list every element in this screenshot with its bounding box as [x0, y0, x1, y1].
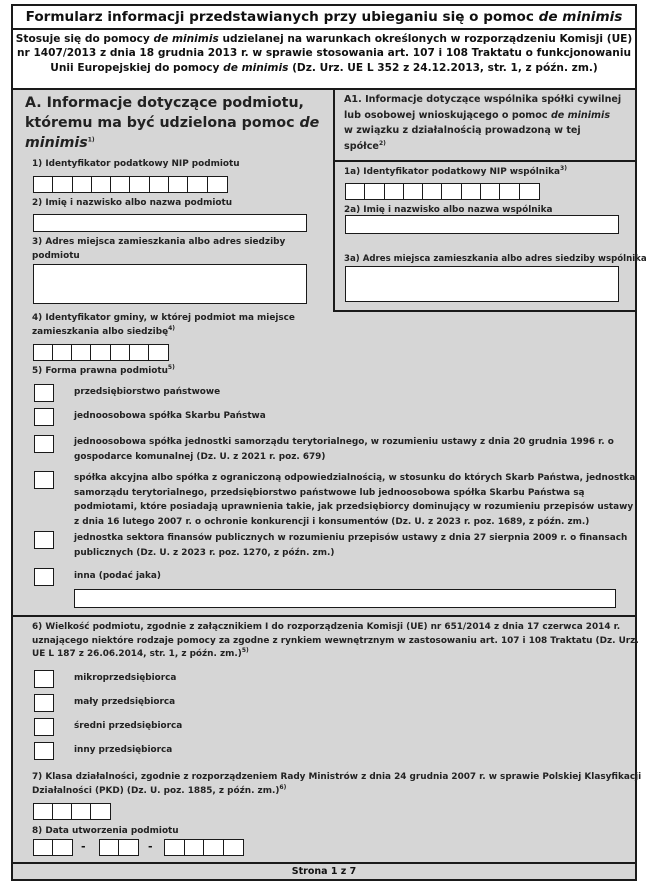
legal-form-option-4: spółka akcyjna albo spółka z ograniczoną odpowiedzialnością, w stosunku do których Skarb Państwa, jednostka samorządu terytorialnego, przedsiębiorstwo państwowe lub jednoosobowa spółka Skarbu Państwa są podmiotami, które posiadają uprawnienia takie, jak przedsiębiorcy dominujący w rozumieniu przepisów ustawy z dnia 16 lutego 2007 r. o ochronie konkurencji i konsumentów (Dz. U. z 2023 r. poz. 1689, z późn. zm.) [74, 473, 636, 527]
partner-nip-label: 1a) Identyfikator podatkowy NIP wspólnika$^{3)}$ [344, 165, 567, 177]
name-label: 2) Imię i nazwisko albo nazwa podmiotu [32, 198, 233, 208]
municipality-input[interactable] [33, 344, 169, 361]
de-minimis-form [11, 4, 647, 881]
pkd-label: 7) Klasa działalności, zgodnie z rozporządzeniem Rady Ministrów z dnia 24 grudnia 2007 r. w sprawie Polskiej Klasyfikacji Działalności (PKD) (Dz. U. poz. 1885, z późn. zm.)$^{6)}$ [32, 772, 642, 796]
municipality-label: 4) Identyfikator gminy, w której podmiot ma miejsce zamieszkania albo siedzibę$^{4)}$ [32, 313, 295, 337]
size-option-micro: mikroprzedsiębiorca [74, 673, 177, 683]
section-a1-divider [335, 160, 635, 162]
name-input[interactable] [33, 214, 307, 232]
date-separator-2: - [148, 840, 153, 853]
partner-name-input[interactable] [345, 215, 619, 234]
size-checkbox-medium[interactable] [34, 718, 54, 736]
legal-form-option-6: inna (podać jaka) [74, 571, 161, 581]
date-month-input[interactable] [99, 839, 139, 856]
form-title: Formularz informacji przedstawianych przy ubieganiu się o pomoc de minimis [13, 6, 635, 30]
subtitle-line-2: nr 1407/2013 z dnia 18 grudnia 2013 r. w sprawie stosowania art. 107 i 108 Traktatu o funkcjonowaniu [16, 47, 632, 60]
legal-form-option-5: jednostka sektora finansów publicznych w rozumieniu przepisów ustawy z dnia 27 sierpnia 2009 r. o finansach publicznych (Dz. U. z 2023 r. poz. 1270, z późn. zm.) [74, 533, 628, 558]
legal-form-option-1: przedsiębiorstwo państwowe [74, 387, 221, 397]
company-size-label: 6) Wielkość podmiotu, zgodnie z załącznikiem I do rozporządzenia Komisji (UE) nr 651/2014 z dnia 17 czerwca 2014 r. uznającego niektóre rodzaje pomocy za zgodne z rynkiem wewnętrznym w zastosowaniu art. 107 i 108 Traktatu (Dz. Urz. UE L 187 z 26.06.2014, str. 1, z późn. zm.)$^{5)}$ [32, 622, 639, 659]
address-label: 3) Adres miejsca zamieszkania albo adres siedziby podmiotu [32, 237, 286, 261]
date-year-input[interactable] [164, 839, 244, 856]
legal-form-option-3: jednoosobowa spółka jednostki samorządu terytorialnego, w rozumieniu ustawy z dnia 20 grudnia 1996 r. o gospodarce komunalnej (Dz. U. z 2021 r. poz. 679) [74, 437, 614, 462]
subtitle-line-1: Stosuje się do pomocy de minimis udzielanej na warunkach określonych w rozporządzeniu Komisji (UE) [15, 33, 633, 45]
date-separator-1: - [81, 840, 86, 853]
date-day-input[interactable] [33, 839, 73, 856]
section-a1-heading: A1. Informacje dotyczące wspólnika spółki cywilnej lub osobowej wnioskującego o pomoc de minimis w związku z działalnością prowadzoną w tej spółce$^{2)}$ [344, 94, 622, 152]
size-option-other: inny przedsiębiorca [74, 745, 173, 755]
partner-name-label: 2a) Imię i nazwisko albo nazwa wspólnika [344, 205, 553, 215]
legal-form-checkbox-6[interactable] [34, 568, 54, 586]
subtitle-line-3: Unii Europejskiej do pomocy de minimis (Dz. Urz. UE L 352 z 24.12.2013, str. 1, z późn. zm.) [50, 61, 598, 74]
partner-address-input[interactable] [345, 266, 619, 302]
legal-form-checkbox-3[interactable] [34, 435, 54, 453]
size-checkbox-other[interactable] [34, 742, 54, 760]
legal-form-checkbox-1[interactable] [34, 384, 54, 402]
size-checkbox-micro[interactable] [34, 670, 54, 688]
pkd-input[interactable] [33, 803, 111, 820]
address-input[interactable] [33, 264, 307, 304]
legal-form-other-input[interactable] [74, 589, 616, 608]
creation-date-label: 8) Data utworzenia podmiotu [32, 826, 179, 836]
partner-address-label: 3a) Adres miejsca zamieszkania albo adres siedziby wspólnika [344, 254, 647, 264]
nip-label: 1) Identyfikator podatkowy NIP podmiotu [32, 159, 240, 169]
section-a-heading: A. Informacje dotyczące podmiotu, któremu ma być udzielona pomoc de minimis$^{1)}$ [25, 95, 320, 151]
legal-form-label: 5) Forma prawna podmiotu$^{5)}$ [32, 364, 175, 376]
section-a1 [333, 90, 647, 312]
legal-form-option-2: jednoosobowa spółka Skarbu Państwa [74, 411, 266, 421]
size-checkbox-small[interactable] [34, 694, 54, 712]
nip-input[interactable] [33, 176, 228, 193]
size-option-small: mały przedsiębiorca [74, 697, 176, 707]
size-option-medium: średni przedsiębiorca [74, 721, 183, 731]
legal-form-checkbox-4[interactable] [34, 471, 54, 489]
section-divider [13, 615, 635, 617]
legal-form-checkbox-5[interactable] [34, 531, 54, 549]
legal-form-checkbox-2[interactable] [34, 408, 54, 426]
partner-nip-input[interactable] [345, 183, 540, 200]
form-subtitle [13, 30, 635, 90]
page-number: Strona 1 z 7 [291, 866, 357, 877]
